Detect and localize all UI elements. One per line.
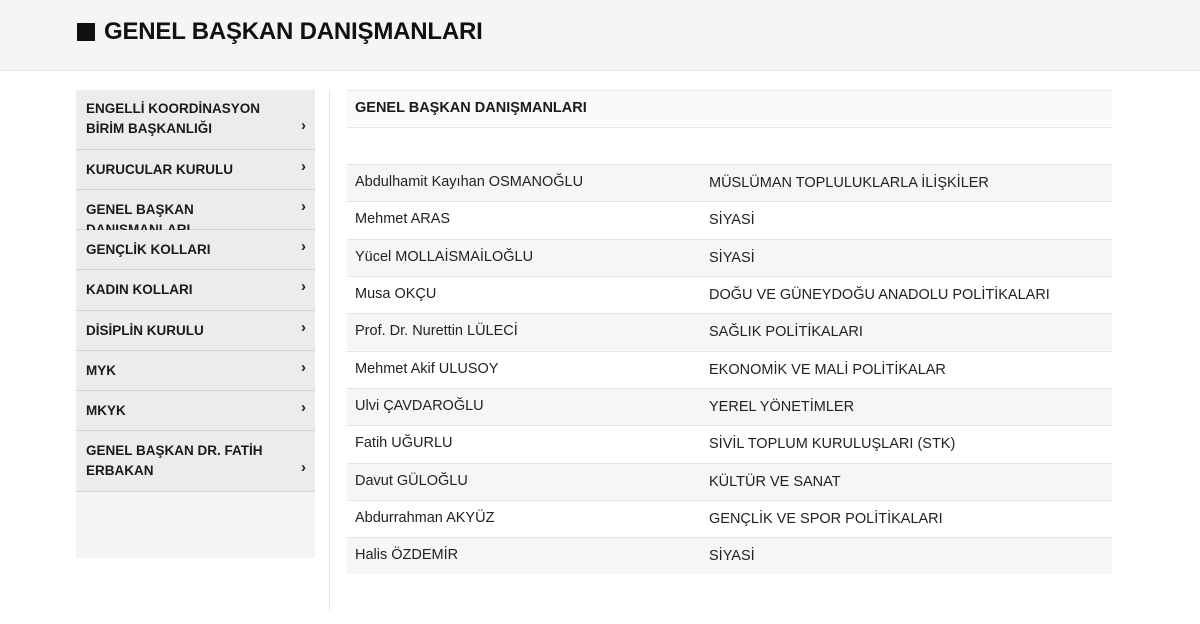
table-row: [347, 425, 1112, 462]
chevron-right-icon: ›: [301, 238, 306, 255]
sidebar-item-label: GENÇLİK KOLLARI: [86, 242, 211, 257]
square-bullet-icon: [77, 23, 95, 41]
sidebar-item-kadin-kollari[interactable]: [76, 270, 315, 311]
advisor-name: Abdurrahman AKYÜZ: [355, 510, 495, 526]
sidebar-item-label: MYK: [86, 363, 116, 378]
advisor-name: Fatih UĞURLU: [355, 435, 453, 451]
advisor-area: GENÇLİK VE SPOR POLİTİKALARI: [709, 511, 943, 527]
sidebar-item-label: KURUCULAR KURULU: [86, 162, 233, 177]
advisor-name: Abdulhamit Kayıhan OSMANOĞLU: [355, 174, 584, 190]
advisor-name: Mehmet Akif ULUSOY: [355, 361, 499, 377]
chevron-right-icon: ›: [301, 399, 306, 416]
advisor-name: Musa OKÇU: [355, 286, 437, 302]
sidebar-item-mkyk[interactable]: [76, 391, 315, 431]
advisor-area: KÜLTÜR VE SANAT: [709, 474, 841, 490]
chevron-right-icon: ›: [301, 459, 306, 476]
content-title: GENEL BAŞKAN DANIŞMANLARI: [355, 100, 587, 116]
table-row: [347, 164, 1112, 201]
table-row: [347, 388, 1112, 425]
table-row: [347, 351, 1112, 388]
chevron-right-icon: ›: [301, 198, 306, 215]
column-divider: [329, 90, 330, 610]
sidebar-item-label: GENEL BAŞKAN: [86, 202, 194, 217]
sidebar-item-label: MKYK: [86, 403, 126, 418]
advisor-name: Prof. Dr. Nurettin LÜLECİ: [355, 323, 518, 339]
advisor-name: Halis ÖZDEMİR: [355, 547, 459, 563]
table-row: [347, 313, 1112, 350]
sidebar-menu: [76, 90, 315, 558]
advisor-area: MÜSLÜMAN TOPLULUKLARLA İLİŞKİLER: [709, 175, 989, 191]
table-row: [347, 537, 1112, 574]
table-row: [347, 463, 1112, 500]
sidebar-item-label: GENEL BAŞKAN DR. FATİH ERBAKAN: [86, 443, 263, 478]
sidebar-item-myk[interactable]: [76, 351, 315, 391]
page-header: [0, 0, 1200, 71]
table-row: [347, 500, 1112, 537]
table-row: [347, 276, 1112, 313]
advisor-area: EKONOMİK VE MALİ POLİTİKALAR: [709, 362, 946, 378]
sidebar-item-genclik-kollari[interactable]: [76, 230, 315, 270]
sidebar-item-label: DİSİPLİN KURULU: [86, 323, 204, 338]
chevron-right-icon: ›: [301, 278, 306, 295]
chevron-right-icon: ›: [301, 359, 306, 376]
advisor-area: SİYASİ: [709, 250, 755, 266]
sidebar-item-disiplin-kurulu[interactable]: [76, 311, 315, 351]
advisor-area: YEREL YÖNETİMLER: [709, 399, 855, 415]
advisor-area: DOĞU VE GÜNEYDOĞU ANADOLU POLİTİKALARI: [709, 287, 1050, 303]
chevron-right-icon: ›: [301, 117, 306, 134]
advisor-name: Yücel MOLLAİSMAİLOĞLU: [355, 249, 534, 265]
advisor-area: SAĞLIK POLİTİKALARI: [709, 324, 863, 340]
advisor-area: SİYASİ: [709, 212, 755, 228]
sidebar-item-kurucular-kurulu[interactable]: [76, 150, 315, 190]
advisor-name: Davut GÜLOĞLU: [355, 473, 468, 489]
sidebar-item-label: ENGELLİ KOORDİNASYON BİRİM BAŞKANLIĞI: [86, 101, 261, 136]
sidebar-item-engelli-koordinasyon[interactable]: [76, 90, 315, 150]
sidebar-item-label: KADIN KOLLARI: [86, 282, 193, 297]
chevron-right-icon: ›: [301, 319, 306, 336]
table-row: [347, 239, 1112, 276]
table-row: [347, 201, 1112, 238]
content-title-bar: [347, 90, 1112, 128]
sidebar-item-genel-baskan-danismanlari[interactable]: [76, 190, 315, 230]
advisor-name: Mehmet ARAS: [355, 211, 451, 227]
advisor-name: Ulvi ÇAVDAROĞLU: [355, 398, 484, 414]
chevron-right-icon: ›: [301, 158, 306, 175]
page-title: GENEL BAŞKAN DANIŞMANLARI: [104, 18, 483, 45]
sidebar-item-genel-baskan-fatih-erbakan[interactable]: [76, 431, 315, 492]
advisor-area: SİVİL TOPLUM KURULUŞLARI (STK): [709, 436, 956, 452]
advisor-area: SİYASİ: [709, 548, 755, 564]
